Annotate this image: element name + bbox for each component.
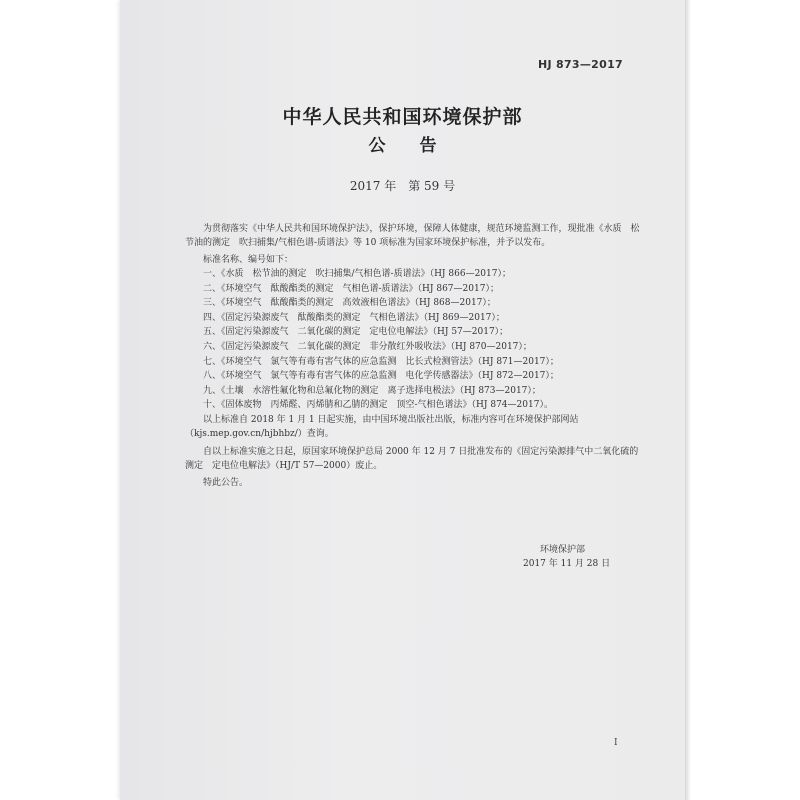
document-page [120, 0, 685, 800]
page-edge [685, 0, 691, 800]
list-item: 二、《环境空气 酞酸酯类的测定 气相色谱-质谱法》（HJ 867—2017）； [203, 283, 499, 294]
list-item: 六、《固定污染源废气 二氧化碳的测定 非分散红外吸收法》（HJ 870—2017）； [203, 341, 532, 352]
standards-list [185, 267, 640, 413]
signing-date: 2017 年 11 月 28 日 [523, 559, 611, 569]
list-item: 三、《环境空气 酞酸酯类的测定 高效液相色谱法》（HJ 868—2017）； [203, 298, 496, 309]
list-item: 七、《环境空气 氯气等有毒有害气体的应急监测 比长式检测管法》（HJ 871—2017）； [203, 356, 559, 367]
list-item: 一、《水质 松节油的测定 吹扫捕集/气相色谱-质谱法》（HJ 866—2017）； [203, 269, 511, 279]
document-body [185, 222, 640, 490]
list-item: 十、《固体废物 丙烯醛、丙烯腈和乙腈的测定 顶空-气相色谱法》（HJ 874—2017）。 [203, 400, 553, 411]
closing-line: 特此公告。 [203, 477, 249, 488]
list-item: 五、《固定污染源废气 二氧化碳的测定 定电位电解法》（HJ 57—2017）； [203, 327, 509, 338]
standard-code: HJ 873—2017 [537, 58, 623, 71]
intro-paragraph: 为贯彻落实《中华人民共和国环境保护法》，保护环境，保障人体健康，规范环境监测工作，现批准《水质 松节油的测定 吹扫捕集/气相色谱-质谱法》等 10 项标准为国家环境保护标准，并予以发布。 [185, 224, 640, 248]
list-item: 四、《固定污染源废气 酞酸酯类的测定 气相色谱法》（HJ 869—2017）； [203, 312, 505, 323]
list-heading: 标准名称、编号如下： [203, 255, 294, 265]
page-number: I [614, 738, 618, 748]
repeal-paragraph: 自以上标准实施之日起，原国家环境保护总局 2000 年 12 月 7 日批准发布的《固定污染源排气中二氧化硫的测定 定电位电解法》（HJ/T 57—2000）废止。 [185, 446, 639, 471]
document-subtitle: 公 告 [368, 136, 451, 156]
effective-paragraph: 以上标准自 2018 年 1 月 1 日起实施，由中国环境出版社出版，标准内容可在环境保护部网站（kjs.mep.gov.cn/hjbhbz/）查询。 [185, 414, 579, 439]
issue-number: 2017 年 第 59 号 [349, 179, 456, 193]
signer: 环境保护部 [540, 545, 586, 555]
list-item: 八、《环境空气 氯气等有毒有害气体的应急监测 电化学传感器法》（HJ 872—2017）； [203, 371, 559, 382]
document-title: 中华人民共和国环境保护部 [282, 106, 523, 128]
list-item: 九、《土壤 水溶性氟化物和总氟化物的测定 离子选择电极法》（HJ 873—2017）； [203, 385, 541, 396]
